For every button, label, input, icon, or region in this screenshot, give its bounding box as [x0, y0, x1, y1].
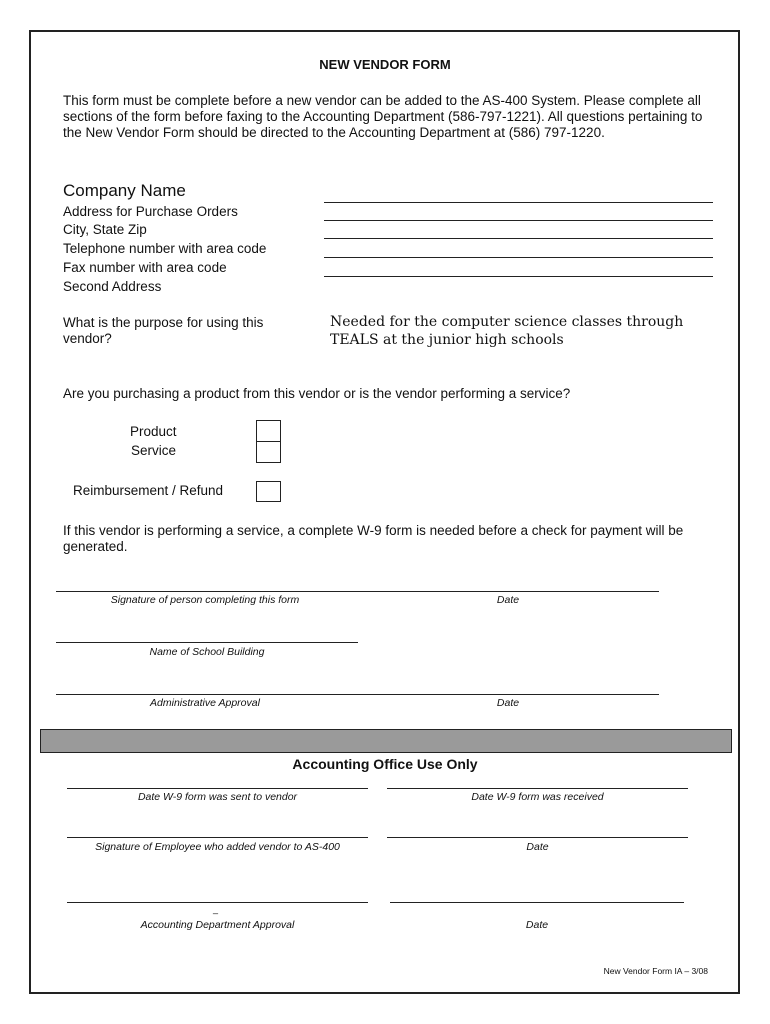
purpose-label: What is the purpose for using this vendor?	[63, 315, 264, 346]
w9-sent-caption: Date W-9 form was sent to vendor	[137, 791, 298, 803]
product-checkbox[interactable]	[256, 420, 281, 442]
signature-date-caption: Date	[496, 594, 520, 606]
employee-signature-line[interactable]	[67, 837, 368, 838]
school-building-caption: Name of School Building	[149, 646, 265, 658]
w9-sent-line[interactable]	[67, 788, 368, 789]
reimbursement-label: Reimbursement / Refund	[73, 483, 224, 498]
service-label: Service	[131, 443, 177, 458]
form-title: NEW VENDOR FORM	[319, 57, 451, 72]
second-address-label: Second Address	[63, 279, 162, 294]
employee-date-line[interactable]	[387, 837, 688, 838]
w9-received-line[interactable]	[387, 788, 688, 789]
company-name-field[interactable]	[324, 202, 713, 203]
company-name-label: Company Name	[63, 181, 186, 200]
w9-note: If this vendor is performing a service, a complete W-9 form is needed before a check for payment will be generated.	[63, 523, 684, 554]
section-divider-bar	[40, 729, 732, 753]
dept-date-line[interactable]	[390, 902, 684, 903]
administrative-approval-line[interactable]	[56, 694, 659, 695]
address-label: Address for Purchase Orders	[63, 204, 238, 219]
purpose-answer[interactable]: Needed for the computer science classes through TEALS at the junior high schools	[330, 314, 684, 348]
stray-mark: _	[213, 904, 219, 914]
city-state-zip-label: City, State Zip	[63, 222, 147, 237]
form-footer: New Vendor Form IA – 3/08	[603, 966, 708, 976]
employee-date-caption: Date	[526, 841, 549, 853]
telephone-field[interactable]	[324, 257, 713, 258]
dept-approval-caption: Accounting Department Approval	[140, 919, 295, 931]
approval-date-caption: Date	[496, 697, 520, 709]
reimbursement-checkbox[interactable]	[256, 481, 281, 502]
product-service-question: Are you purchasing a product from this vendor or is the vendor performing a service?	[63, 386, 571, 401]
accounting-section-title: Accounting Office Use Only	[292, 756, 478, 772]
address-field[interactable]	[324, 220, 713, 221]
product-label: Product	[130, 424, 177, 439]
dept-approval-line[interactable]	[67, 902, 368, 903]
school-building-line[interactable]	[56, 642, 358, 643]
city-state-zip-field[interactable]	[324, 238, 713, 239]
telephone-label: Telephone number with area code	[63, 241, 267, 256]
w9-received-caption: Date W-9 form was received	[471, 791, 604, 803]
administrative-approval-caption: Administrative Approval	[150, 697, 260, 709]
fax-field[interactable]	[324, 276, 713, 277]
dept-date-caption: Date	[525, 919, 549, 931]
intro-paragraph: This form must be complete before a new vendor can be added to the AS-400 System. Please complete all sections of the form before faxing to the Accounting Department (586-797-1221). All questions pertaining to the New Vendor Form should be directed to the Accounting Department at (586) 797-1220.	[63, 93, 703, 140]
service-checkbox[interactable]	[256, 441, 281, 463]
fax-label: Fax number with area code	[63, 260, 227, 275]
signature-caption: Signature of person completing this form	[110, 594, 300, 606]
signature-line[interactable]	[56, 591, 659, 592]
employee-signature-caption: Signature of Employee who added vendor to AS-400	[95, 841, 340, 853]
